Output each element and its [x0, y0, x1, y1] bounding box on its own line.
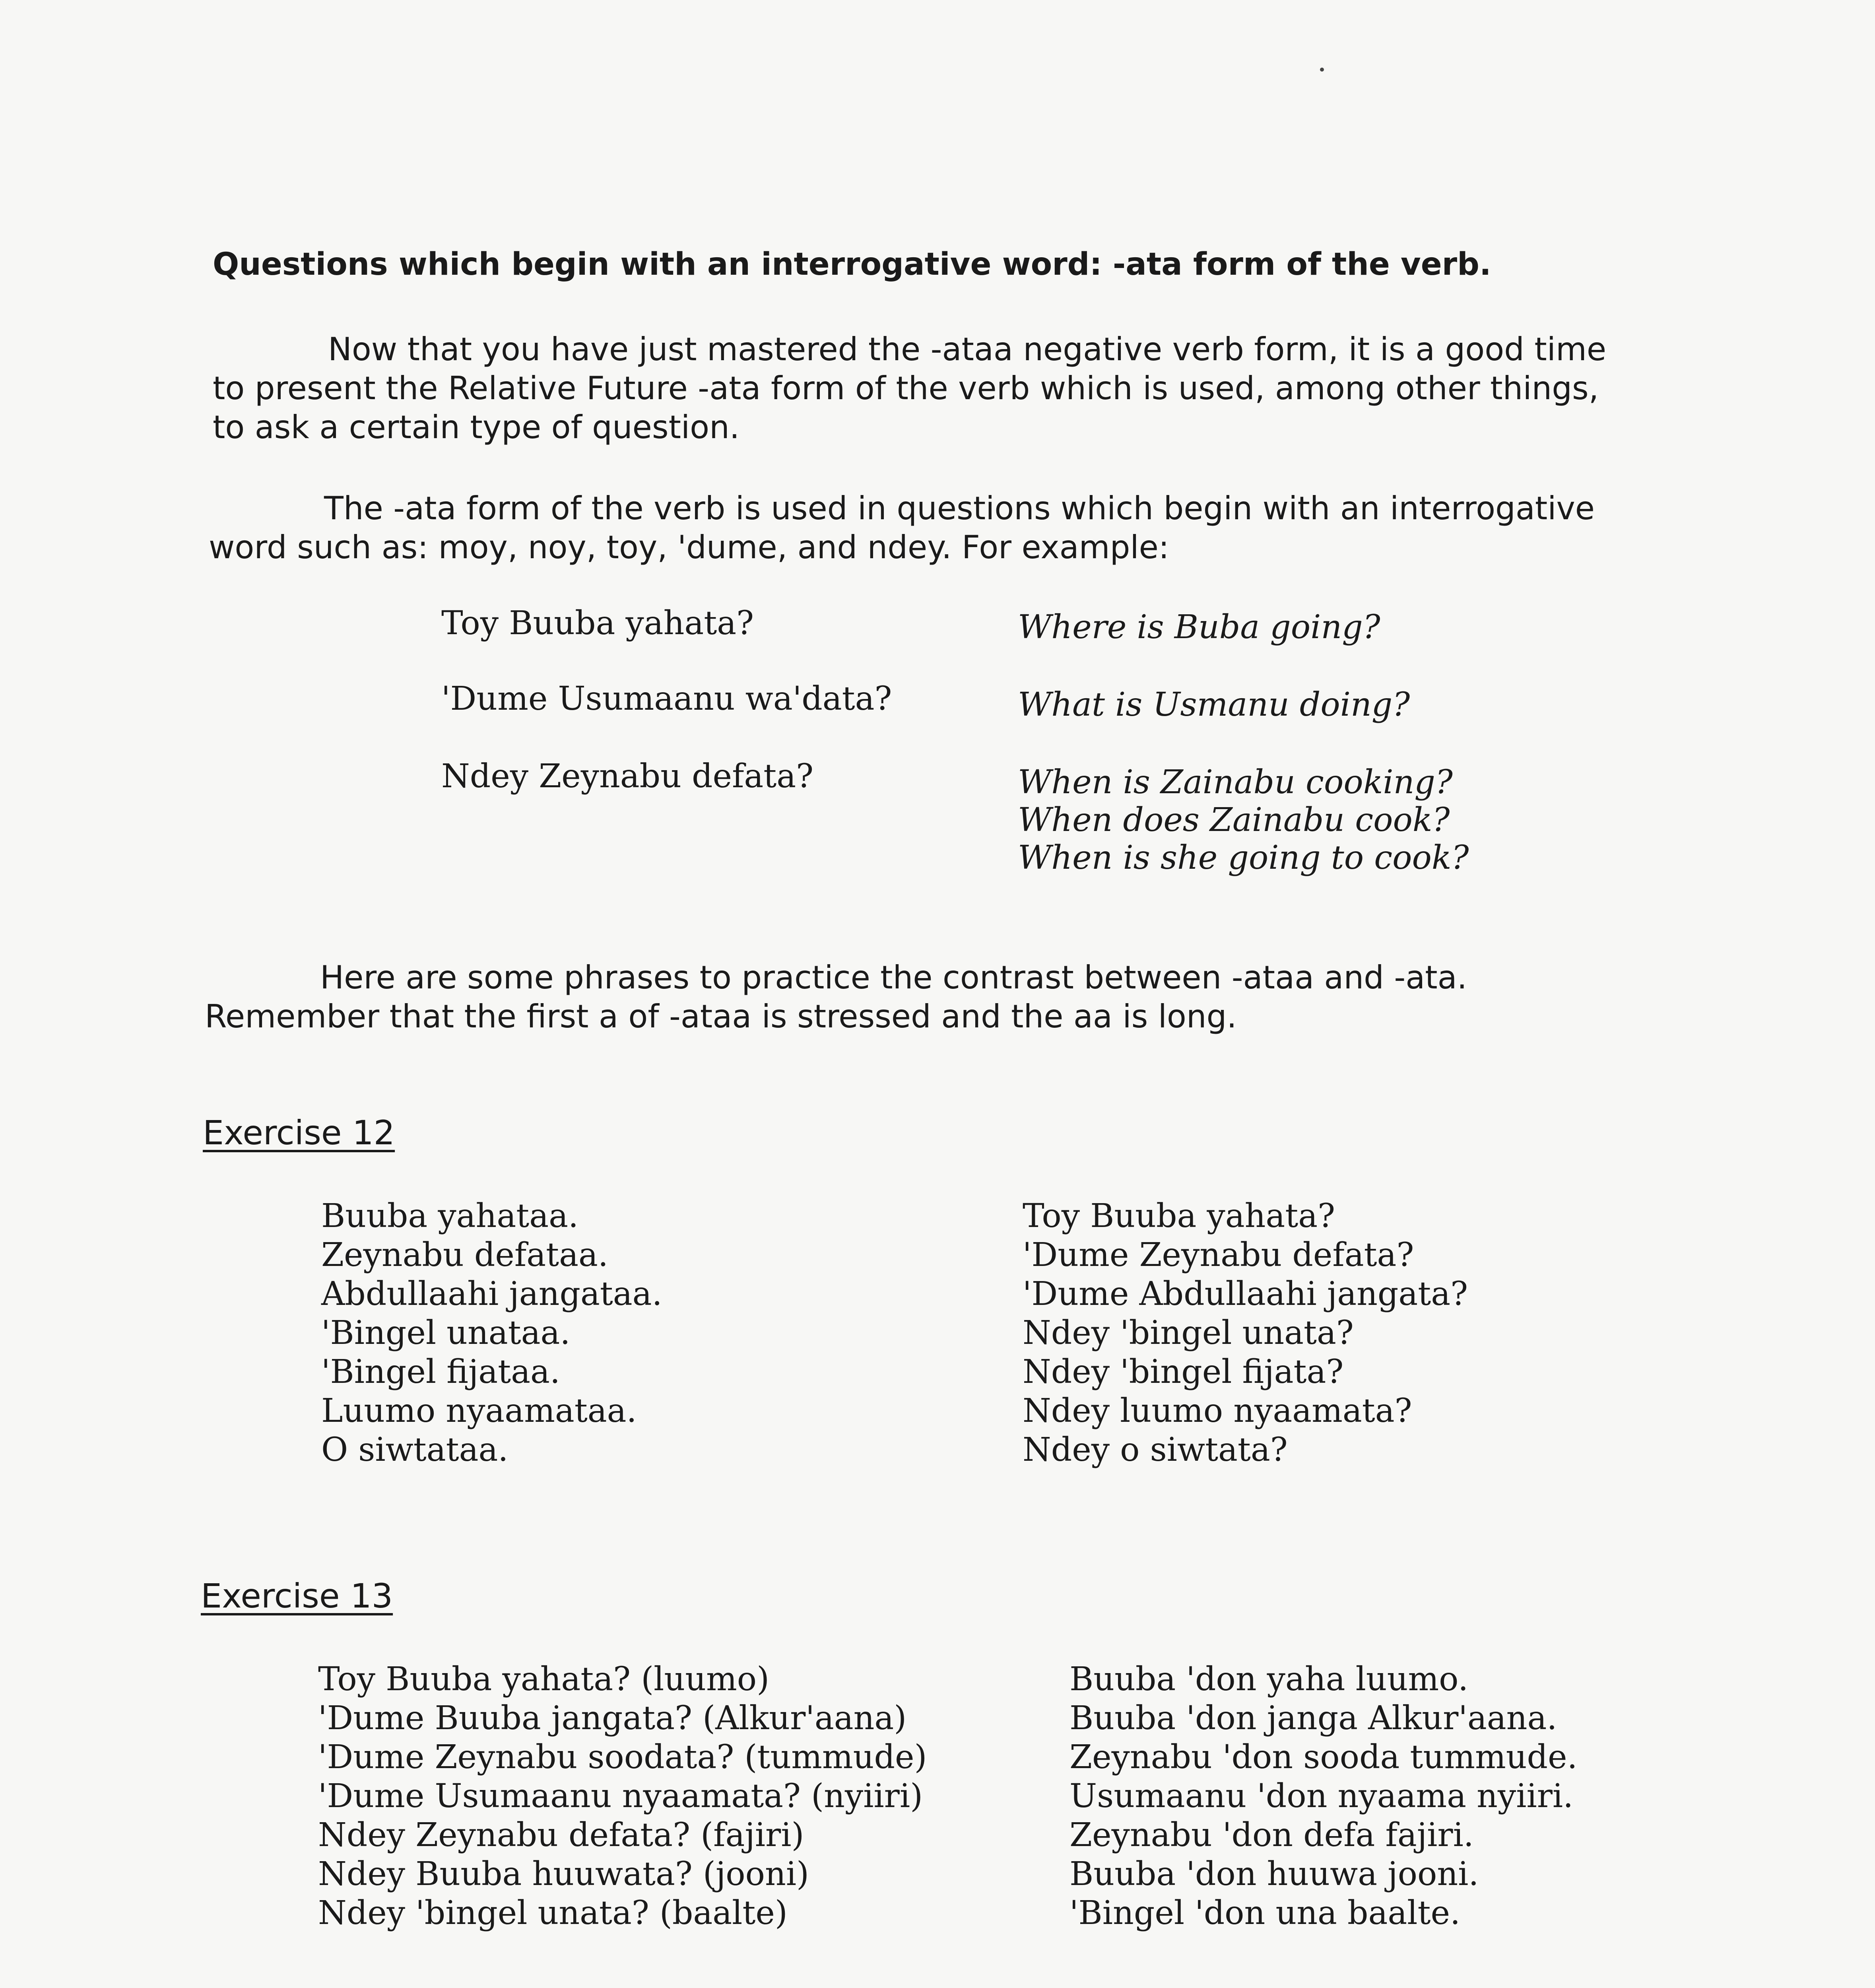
example-english: When is Zainabu cooking?	[1018, 763, 1453, 801]
list-item: Zeynabu defataa.	[321, 1236, 608, 1274]
example-english: When is she going to cook?	[1018, 839, 1469, 877]
intro-line-2: to present the Relative Future -ata form of the verb which is used, among other things,	[213, 370, 1599, 407]
intro-line-3: to ask a certain type of question.	[213, 409, 740, 446]
list-item: Ndey luumo nyaamata?	[1023, 1392, 1412, 1430]
intro-paragraph	[213, 330, 1606, 447]
example-fulfulde: Ndey Zeynabu defata?	[441, 757, 814, 795]
list-item: 'Dume Zeynabu soodata? (tummude)	[318, 1738, 927, 1776]
exercise-13-right-column	[1069, 1660, 1578, 1933]
list-item: Buuba 'don yaha luumo.	[1069, 1660, 1469, 1698]
exercise-12-right-column	[1023, 1197, 1468, 1470]
list-item: O siwtataa.	[321, 1431, 509, 1469]
stray-mark	[1320, 68, 1324, 72]
exercise-12-left-column	[321, 1197, 662, 1470]
list-item: Ndey Buuba huuwata? (jooni)	[318, 1855, 809, 1893]
usage-paragraph	[209, 489, 1595, 567]
list-item: 'Dume Usumaanu nyaamata? (nyiiri)	[318, 1777, 923, 1815]
exercise-12-title: Exercise 12	[203, 1113, 395, 1152]
exercise-13-title: Exercise 13	[201, 1576, 393, 1615]
list-item: Luumo nyaamataa.	[321, 1392, 637, 1430]
list-item: 'Dume Zeynabu defata?	[1023, 1236, 1414, 1274]
list-item: Buuba 'don janga Alkur'aana.	[1069, 1699, 1557, 1737]
usage-line-2: word such as: moy, noy, toy, 'dume, and ndey. For example:	[209, 529, 1169, 566]
usage-line-1: The -ata form of the verb is used in questions which begin with an interrogative	[324, 490, 1595, 527]
contrast-line-2: Remember that the first a of -ataa is stressed and the aa is long.	[205, 998, 1237, 1035]
exercise-13-left-column	[318, 1660, 927, 1933]
list-item: Ndey Zeynabu defata? (fajiri)	[318, 1816, 804, 1854]
list-item: Zeynabu 'don defa fajiri.	[1069, 1816, 1474, 1854]
example-english: Where is Buba going?	[1018, 608, 1380, 646]
list-item: Zeynabu 'don sooda tummude.	[1069, 1738, 1578, 1776]
list-item: Toy Buuba yahata?	[1023, 1197, 1335, 1235]
list-item: Usumaanu 'don nyaama nyiiri.	[1069, 1777, 1574, 1815]
list-item: 'Dume Buuba jangata? (Alkur'aana)	[318, 1699, 907, 1737]
intro-line-1: Now that you have just mastered the -ataa negative verb form, it is a good time	[328, 331, 1607, 368]
list-item: 'Bingel fijataa.	[321, 1353, 560, 1391]
example-fulfulde: Toy Buuba yahata?	[441, 604, 754, 642]
list-item: Ndey 'bingel fijata?	[1023, 1353, 1344, 1391]
list-item: Buuba yahataa.	[321, 1197, 579, 1235]
list-item: 'Dume Abdullaahi jangata?	[1023, 1275, 1468, 1313]
list-item: Ndey 'bingel unata? (baalte)	[318, 1894, 788, 1932]
example-english: When does Zainabu cook?	[1018, 801, 1450, 839]
list-item: Abdullaahi jangataa.	[321, 1275, 662, 1313]
list-item: Toy Buuba yahata? (luumo)	[318, 1660, 770, 1698]
list-item: Ndey 'bingel unata?	[1023, 1314, 1354, 1352]
contrast-line-1: Here are some phrases to practice the contrast between -ataa and -ata.	[320, 959, 1467, 996]
list-item: 'Bingel 'don una baalte.	[1069, 1894, 1461, 1932]
example-english: What is Usmanu doing?	[1018, 686, 1410, 724]
contrast-paragraph	[205, 958, 1467, 1036]
example-fulfulde: 'Dume Usumaanu wa'data?	[441, 680, 892, 718]
list-item: Ndey o siwtata?	[1023, 1431, 1288, 1469]
list-item: 'Bingel unataa.	[321, 1314, 571, 1352]
list-item: Buuba 'don huuwa jooni.	[1069, 1855, 1479, 1893]
section-heading: Questions which begin with an interrogative word: -ata form of the verb.	[213, 247, 1491, 282]
